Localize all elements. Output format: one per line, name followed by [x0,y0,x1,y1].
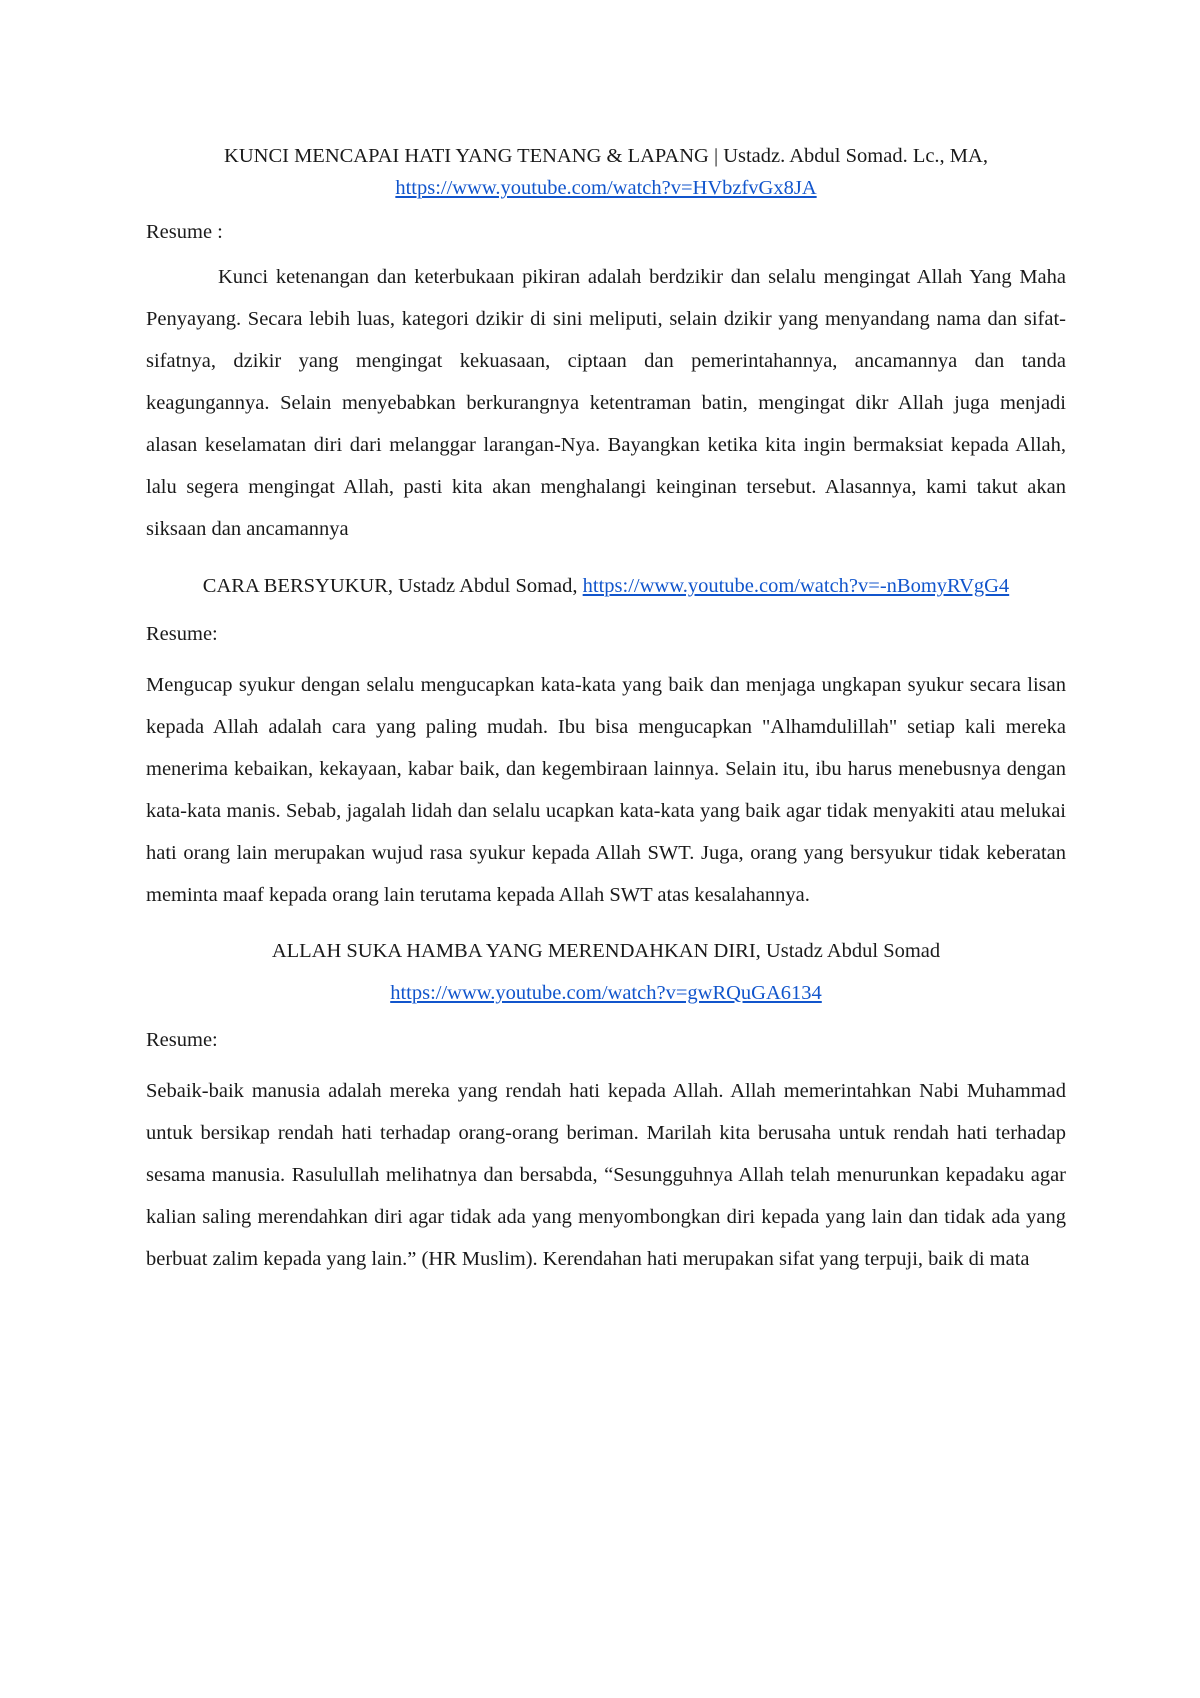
section-1-body: Kunci ketenangan dan keterbukaan pikiran adalah berdzikir dan selalu mengingat Allah Yang Maha Penyayang. Secara lebih luas, kategori dzikir di sini meliputi, selain dzikir yang menyandang nama dan sifat-sifatnya, dzikir yang mengingat kekuasaan, ciptaan dan pemerintahannya, ancamannya dan tanda keagungannya. Selain menyebabkan berkurangnya ketentraman batin, mengingat dikr Allah juga menjadi alasan keselamatan diri dari melanggar larangan-Nya. Bayangkan ketika kita ingin bermaksiat kepada Allah, lalu segera mengingat Allah, pasti kita akan menghalangi keinginan tersebut. Alasannya, kami takut akan siksaan dan ancamannya [146,266,1066,540]
section-2-heading [146,566,1066,606]
section-1-resume-label: Resume : [146,221,223,243]
section-3-heading [146,930,1066,1014]
section-1-title: KUNCI MENCAPAI HATI YANG TENANG & LAPANG | Ustadz. Abdul Somad. Lc., MA, [224,145,988,167]
section-2-video-link[interactable]: https://www.youtube.com/watch?v=-nBomyRVgG4 [582,575,1010,597]
section-2 [146,566,1066,916]
section-2-title: CARA BERSYUKUR, Ustadz Abdul Somad, [202,575,578,597]
section-3-body: Sebaik-baik manusia adalah mereka yang rendah hati kepada Allah. Allah memerintahkan Nabi Muhammad untuk bersikap rendah hati terhadap orang-orang beriman. Marilah kita berusaha untuk rendah hati terhadap sesama manusia. Rasulullah melihatnya dan bersabda, “Sesungguhnya Allah telah menurunkan kepadaku agar kalian saling merendahkan diri agar tidak ada yang menyombongkan diri kepada yang lain dan tidak ada yang berbuat zalim kepada yang lain.” (HR Muslim). Kerendahan hati merupakan sifat yang terpuji, baik di mata [146,1080,1066,1270]
section-3-title: ALLAH SUKA HAMBA YANG MERENDAHKAN DIRI, Ustadz Abdul Somad [271,940,941,962]
section-2-resume-label: Resume: [146,623,218,645]
section-2-body: Mengucap syukur dengan selalu mengucapkan kata-kata yang baik dan menjaga ungkapan syukur secara lisan kepada Allah adalah cara yang paling mudah. Ibu bisa mengucapkan "Alhamdulillah" setiap kali mereka menerima kebaikan, kekayaan, kabar baik, dan kegembiraan lainnya. Selain itu, ibu harus menebusnya dengan kata-kata manis. Sebab, jagalah lidah dan selalu ucapkan kata-kata yang baik agar tidak menyakiti atau melukai hati orang lain merupakan wujud rasa syukur kepada Allah SWT. Juga, orang yang bersyukur tidak keberatan meminta maaf kepada orang lain terutama kepada Allah SWT atas kesalahannya. [146,674,1066,906]
section-1-heading [146,140,1066,204]
section-3-resume-label: Resume: [146,1029,218,1051]
section-1 [146,140,1066,550]
section-3-video-link[interactable]: https://www.youtube.com/watch?v=gwRQuGA6134 [390,982,822,1004]
section-1-video-link[interactable]: https://www.youtube.com/watch?v=HVbzfvGx8JA [395,177,817,199]
document-page [146,140,1066,1280]
section-3 [146,930,1066,1280]
